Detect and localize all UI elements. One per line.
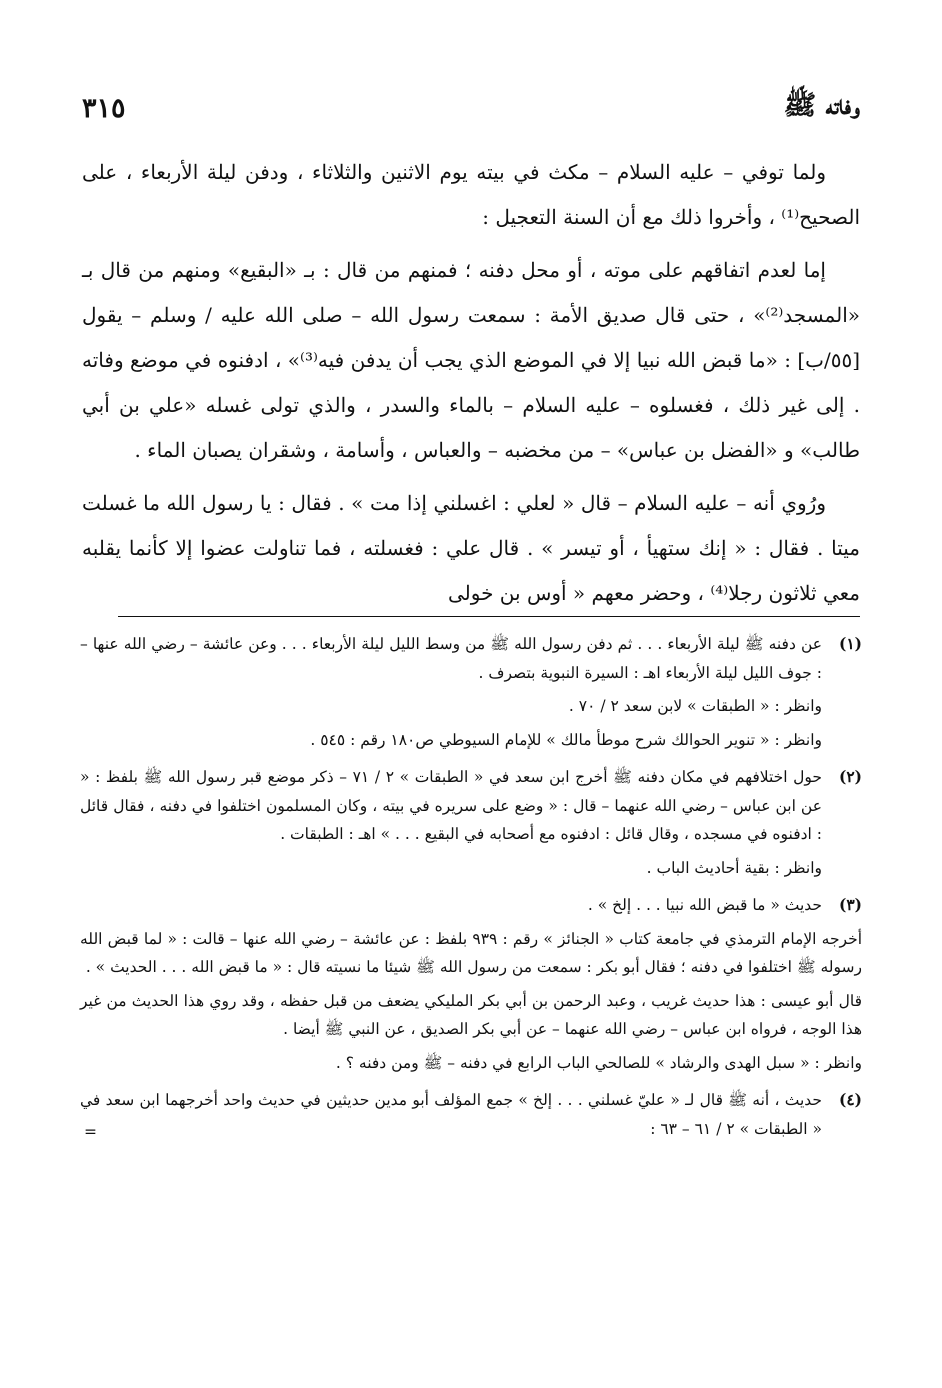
footnote-text: حديث « ما قبض الله نبيا . . . إلخ » .	[587, 896, 822, 914]
main-paragraph: ولما توفي – عليه السلام – مكث في بيته يوم الاثنين والثلاثاء ، ودفن ليلة الأربعاء ، على الصحيح⁽¹⁾ ، وأخروا ذلك مع أن السنة التعجيل :	[82, 160, 860, 229]
footnote-3	[80, 891, 862, 1082]
footnote-text: وانظر : بقية أحاديث الباب .	[646, 858, 822, 877]
footnote-separator	[118, 616, 860, 617]
main-paragraph: ورُوي أنه – عليه السلام – قال « لعلي : اغسلني إذا مت » . فقال : يا رسول الله ما غسلت ميتا . فقال : « إنك ستهيأ ، أو تيسر » . قال علي : فغسلته ، فما تناولت عضوا إلا كأنما يقلبه معي ثلاثون رجلا⁽⁴⁾ ، وحضر معهم « أوس بن خولى	[82, 491, 860, 605]
footnote-text: وانظر : « تنوير الحوالك شرح موطأ مالك » للإمام السيوطي ص١٨٠ رقم : ٥٤٥ .	[310, 730, 822, 749]
footnote-text: أخرجه الإمام الترمذي في جامعة كتاب « الجنائز » رقم : ٩٣٩ بلفظ : عن عائشة – رضي الله عنها – قالت : « لما قبض الله رسوله ﷺ اختلفوا في دفنه ؛ فقال أبو بكر : سمعت من رسول الله ﷺ شيئا ما نسيته قال : « ما قبض الله . . . الحديث » .	[80, 929, 862, 976]
footnote-number: (٤)	[838, 1090, 862, 1109]
footnote-1	[80, 630, 862, 759]
footnote-text: وانظر : « الطبقات » لابن سعد ٢ / ٧٠ .	[568, 697, 822, 715]
footnote-text: حديث ، أنه ﷺ قال لـ « عليّ غسلني . . . إلخ » جمع المؤلف أبو مدين حديثين في حديث واحد أخرجهما ابن سعد في « الطبقات » ٢ / ٦١ – ٦٣ :	[80, 1091, 822, 1138]
page-number: ٣١٥	[82, 92, 126, 124]
main-paragraph: إما لعدم اتفاقهم على موته ، أو محل دفنه ؛ فمنهم من قال : بـ «البقيع» ومنهم من قال بـ «المسجد⁽²⁾» ، حتى قال صديق الأمة : سمعت رسول الله – صلى الله عليه / وسلم – يقول [٥٥/ب] : «ما قبض الله نبيا إلا في الموضع الذي يجب أن يدفن فيه⁽³⁾» ، ادفنوه في موضع وفاته . إلى غير ذلك ، فغسلوه – عليه السلام – بالماء والسدر ، والذي تولى غسله «علي بن أبي طالب» و «الفضل بن عباس» – من مخضبه – والعباس ، وأسامة ، وشقران يصبان الماء .	[82, 258, 860, 462]
footnote-text: قال أبو عيسى : هذا حديث غريب ، وعبد الرحمن بن أبي بكر المليكي يضعف من قبل حفظه ، وقد روي هذا الحديث من غير هذا الوجه ، فرواه ابن عباس – رضي الله عنهما – عن أبي بكر الصديق ، عن النبي ﷺ أيضا .	[80, 991, 862, 1038]
running-title: وفاته ﷺ	[783, 90, 860, 121]
footnote-4	[80, 1086, 862, 1148]
footnote-number: (١)	[838, 634, 862, 653]
continuation-mark: =	[84, 1122, 97, 1141]
page-header	[82, 82, 860, 134]
main-text	[82, 150, 860, 624]
footnote-body	[80, 763, 822, 887]
footnote-body	[80, 630, 822, 759]
footnote-text: وانظر : « سبل الهدى والرشاد » للصالحي الباب الرابع في دفنه – ﷺ ومن دفنه ؟ .	[335, 1053, 862, 1072]
footnote-2	[80, 763, 862, 887]
footnote-number: (٣)	[838, 895, 862, 914]
footnotes	[80, 630, 862, 1152]
footnote-text: عن دفنه ﷺ ليلة الأربعاء . . . ثم دفن رسول الله ﷺ من وسط الليل ليلة الأربعاء . . . وعن عائشة – رضي الله عنها – : جوف الليل ليلة الأربعاء اهـ : السيرة النبوية بتصرف .	[80, 635, 822, 682]
footnote-number: (٢)	[838, 767, 862, 786]
footnote-text: حول اختلافهم في مكان دفنه ﷺ أخرج ابن سعد في « الطبقات » ٢ / ٧١ – ذكر موضع قبر رسول الله ﷺ بلفظ : « عن ابن عباس – رضي الله عنهما – قال : « وضع على سريره في بيته ، وكان المسلمون اختلفوا في دفنه ، فقال قائل : ادفنوه في مسجده ، وقال قائل : ادفنوه مع أصحابه في البقيع . . . » اهـ : الطبقات .	[80, 768, 823, 843]
footnote-body	[80, 1086, 822, 1148]
footnote-body	[80, 891, 862, 1082]
